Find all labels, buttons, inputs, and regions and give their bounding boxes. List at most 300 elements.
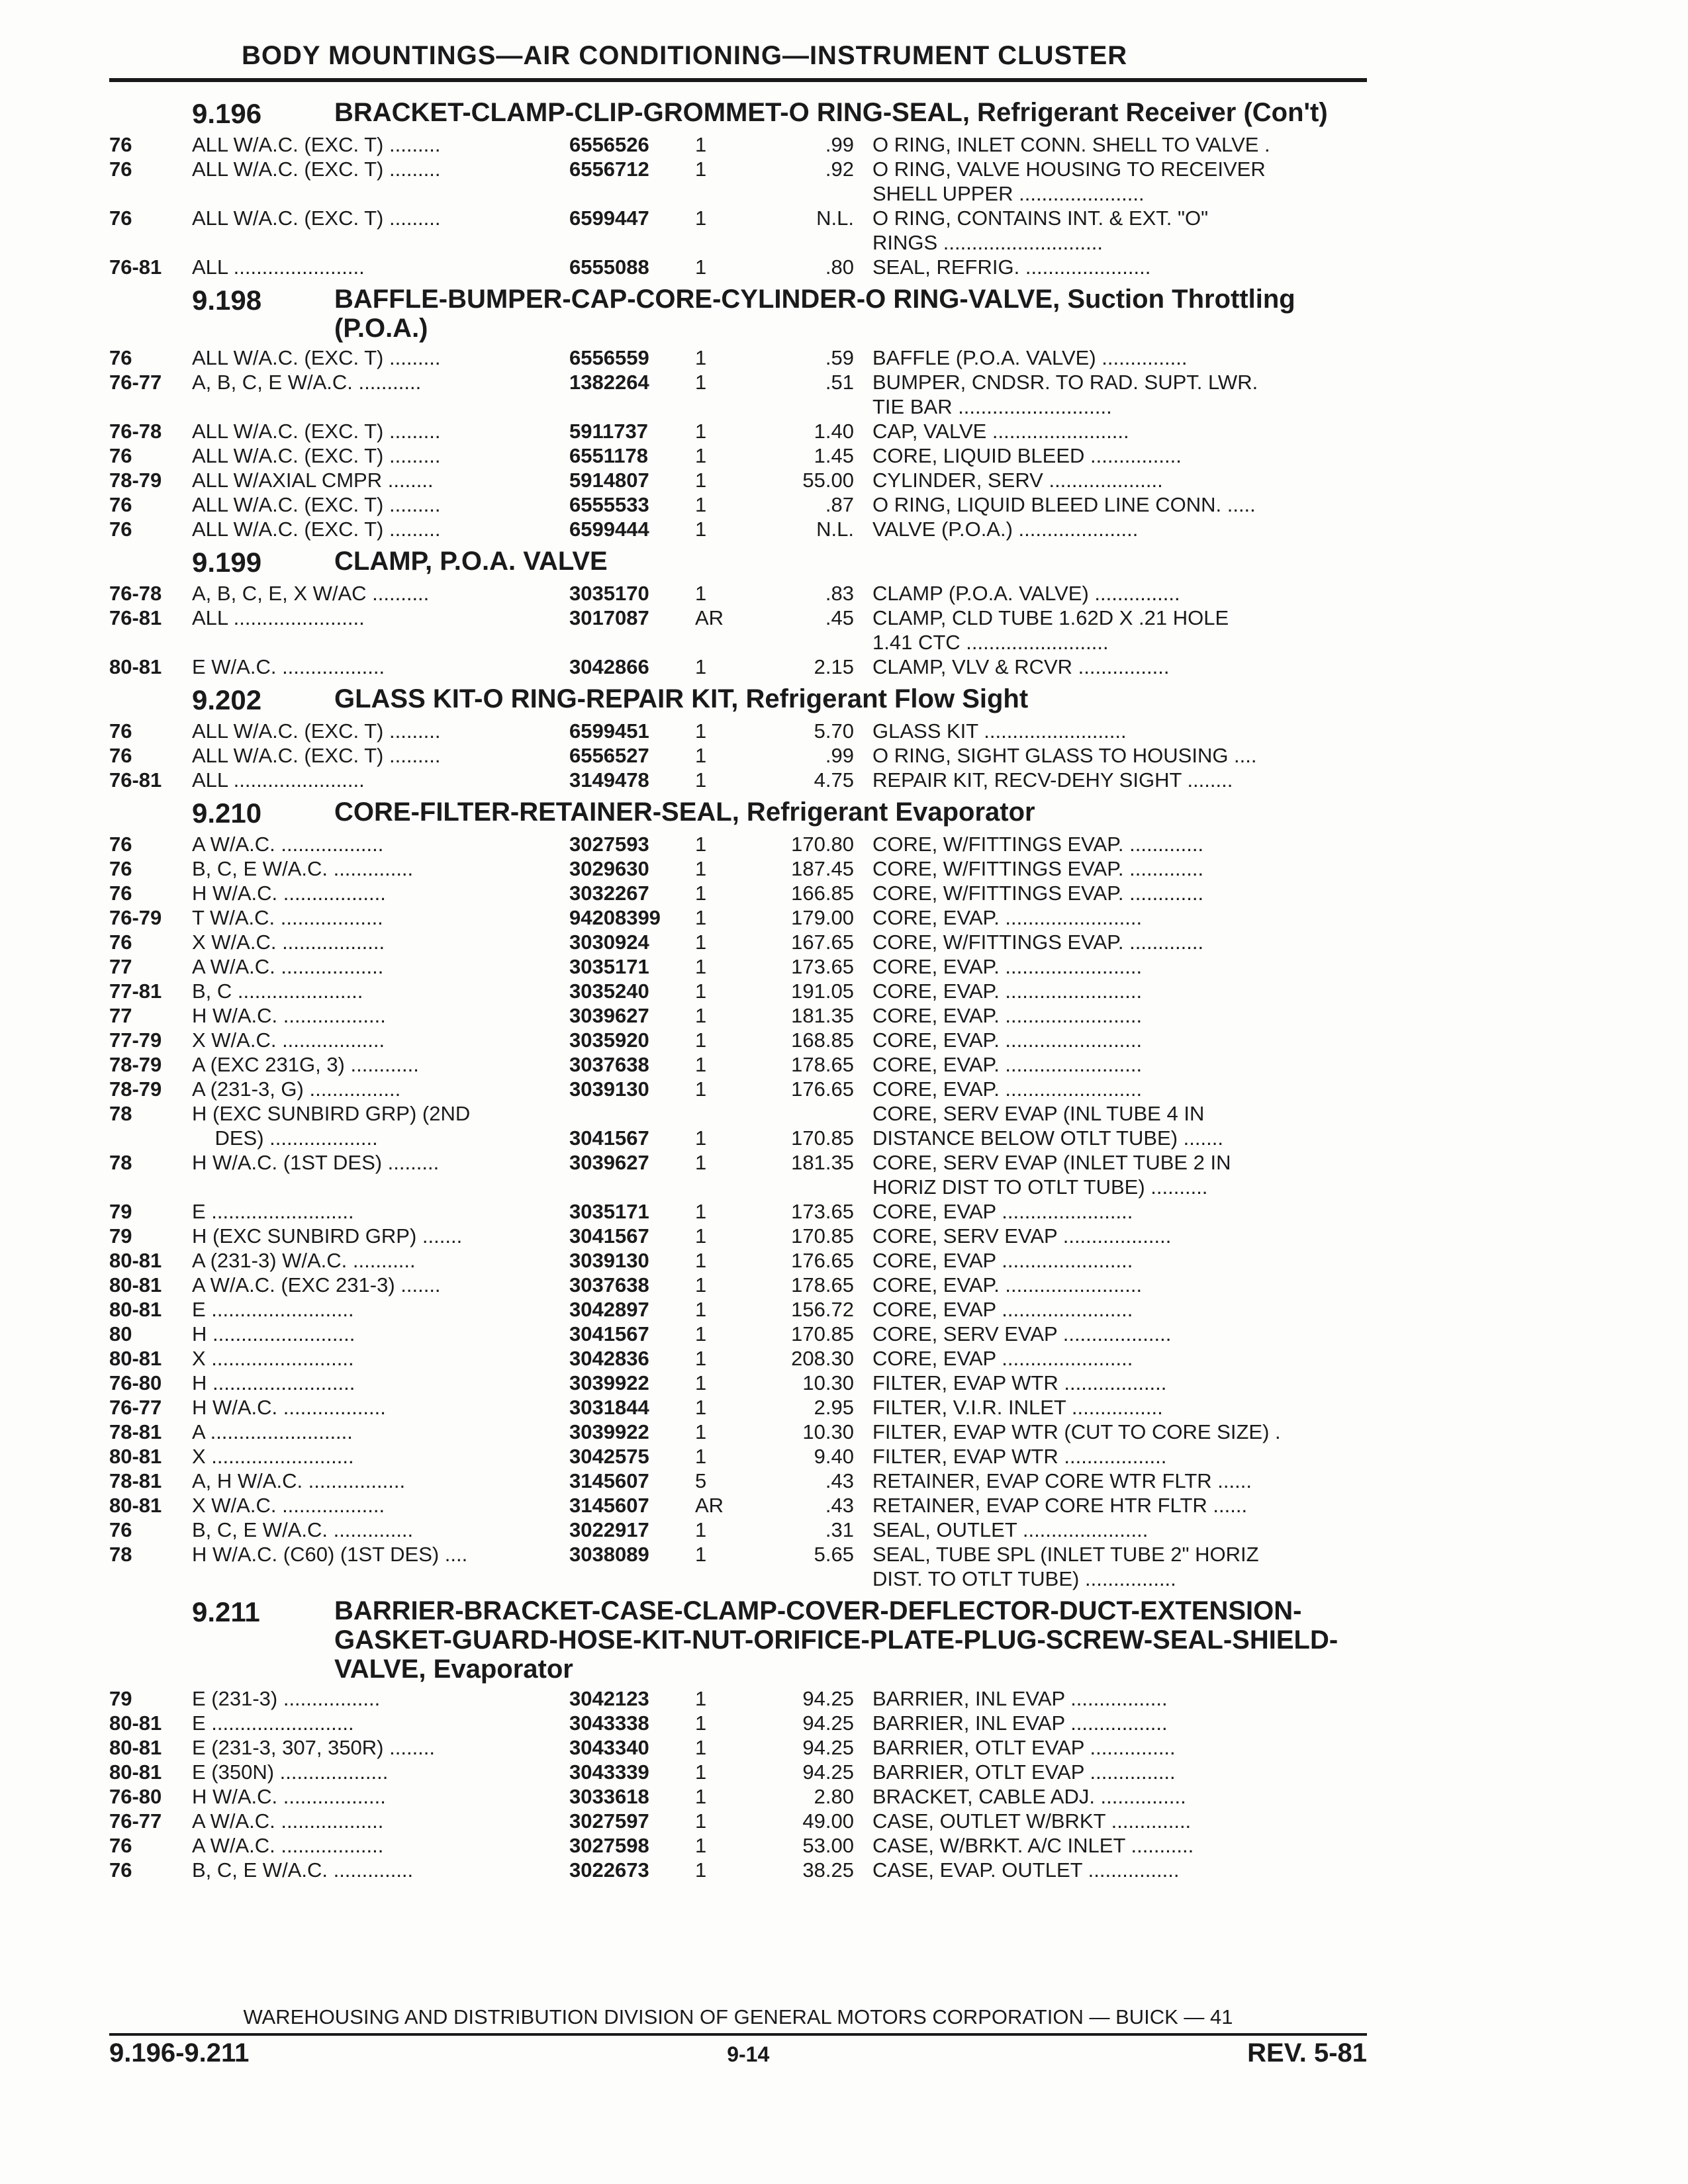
part-row — [109, 1150, 1367, 1199]
row-year: 76-80 — [109, 1785, 162, 1808]
row-part-number: 6555088 — [569, 255, 649, 279]
catalog-section — [109, 285, 1367, 541]
part-row — [109, 1542, 1367, 1591]
row-description: CORE, EVAP. ........................ — [872, 1273, 1143, 1297]
catalog-section — [109, 797, 1367, 1591]
row-part-number: 6556526 — [569, 133, 649, 156]
row-application: H W/A.C. .................. — [192, 1004, 386, 1027]
catalog-section — [109, 684, 1367, 792]
row-description: CASE, OUTLET W/BRKT .............. — [872, 1809, 1192, 1833]
row-application: ALL W/A.C. (EXC. T) ......... — [192, 206, 441, 230]
row-price: .43 — [825, 1494, 854, 1517]
row-year: 79 — [109, 1687, 132, 1710]
row-quantity: 1 — [695, 1687, 707, 1710]
part-row — [109, 930, 1367, 954]
catalog-section — [109, 547, 1367, 679]
row-description: CORE, W/FITTINGS EVAP. ............. — [872, 882, 1204, 905]
row-year: 79 — [109, 1224, 132, 1248]
row-price: 176.65 — [791, 1249, 854, 1272]
row-quantity: 1 — [695, 582, 707, 605]
row-description: CORE, SERV EVAP ................... — [872, 1224, 1172, 1248]
part-row — [109, 468, 1367, 492]
row-part-number: 6599447 — [569, 206, 649, 230]
row-application: A (EXC 231G, 3) ............ — [192, 1053, 419, 1076]
row-description: CORE, SERV EVAP (INLET TUBE 2 IN HORIZ DIST TO OTLT TUBE) .......... — [872, 1151, 1231, 1199]
row-price: 49.00 — [802, 1809, 854, 1833]
row-part-number: 3035240 — [569, 979, 649, 1003]
section-title: GLASS KIT-O RING-REPAIR KIT, Refrigerant Flow Sight — [334, 684, 1029, 713]
row-price: 170.85 — [791, 1322, 854, 1345]
row-part-number: 3043338 — [569, 1711, 649, 1735]
part-row — [109, 1101, 1367, 1150]
row-description: FILTER, EVAP WTR (CUT TO CORE SIZE) . — [872, 1420, 1281, 1443]
row-price: 94.25 — [802, 1736, 854, 1759]
part-row — [109, 954, 1367, 979]
row-part-number: 3027598 — [569, 1834, 649, 1857]
row-description: BUMPER, CNDSR. TO RAD. SUPT. LWR. TIE BAR ........................... — [872, 371, 1258, 418]
row-quantity: 1 — [695, 1126, 707, 1150]
row-part-number: 3039130 — [569, 1077, 649, 1101]
row-year: 76 — [109, 518, 132, 541]
row-description: CAP, VALVE ........................ — [872, 420, 1129, 443]
row-application: A (231-3) W/A.C. ........... — [192, 1249, 416, 1272]
row-application: A W/A.C. .................. — [192, 1834, 384, 1857]
row-price: 2.80 — [814, 1785, 854, 1808]
row-price: .59 — [825, 346, 854, 369]
section-heading — [109, 1596, 1367, 1684]
row-quantity: 1 — [695, 931, 707, 954]
section-number: 9.211 — [192, 1596, 260, 1627]
row-year: 80-81 — [109, 1249, 162, 1272]
part-row — [109, 1077, 1367, 1101]
row-quantity: 1 — [695, 857, 707, 880]
part-row — [109, 606, 1367, 655]
row-year: 80-81 — [109, 1445, 162, 1468]
row-year: 76-78 — [109, 420, 162, 443]
row-description: VALVE (P.O.A.) ..................... — [872, 518, 1139, 541]
row-price: .92 — [825, 158, 854, 181]
row-year: 80-81 — [109, 1298, 162, 1321]
row-description: BAFFLE (P.O.A. VALVE) ............... — [872, 346, 1188, 369]
row-part-number: 3149478 — [569, 768, 649, 792]
row-year: 76-81 — [109, 768, 162, 792]
row-quantity: 1 — [695, 133, 707, 156]
row-price: .83 — [825, 582, 854, 605]
row-quantity: 1 — [695, 1518, 707, 1541]
section-title: BAFFLE-BUMPER-CAP-CORE-CYLINDER-O RING-VALVE, Suction Throttling (P.O.A.) — [334, 285, 1295, 343]
row-application: E (231-3, 307, 350R) ........ — [192, 1736, 436, 1759]
row-part-number: 3027597 — [569, 1809, 649, 1833]
row-description: CORE, EVAP. ........................ — [872, 1053, 1143, 1076]
row-quantity: 1 — [695, 1420, 707, 1443]
header-rule — [109, 78, 1367, 82]
part-row — [109, 581, 1367, 606]
row-part-number: 3042575 — [569, 1445, 649, 1468]
row-quantity: 1 — [695, 1785, 707, 1808]
part-row — [109, 832, 1367, 856]
row-application: ALL W/A.C. (EXC. T) ......... — [192, 346, 441, 369]
row-quantity: AR — [695, 1494, 724, 1517]
row-quantity: 1 — [695, 1077, 707, 1101]
row-quantity: 1 — [695, 206, 707, 230]
row-part-number: 6599444 — [569, 518, 649, 541]
row-quantity: 1 — [695, 469, 707, 492]
row-price: 2.95 — [814, 1396, 854, 1419]
row-description: CORE, W/FITTINGS EVAP. ............. — [872, 857, 1204, 880]
part-row — [109, 132, 1367, 157]
row-part-number: 3037638 — [569, 1053, 649, 1076]
part-row — [109, 206, 1367, 255]
part-row — [109, 1493, 1367, 1518]
row-application: A, H W/A.C. ................. — [192, 1469, 406, 1492]
row-year: 76 — [109, 1834, 132, 1857]
row-year: 80-81 — [109, 1494, 162, 1517]
row-part-number: 3038089 — [569, 1543, 649, 1566]
row-quantity: 1 — [695, 1224, 707, 1248]
row-year: 79 — [109, 1200, 132, 1223]
row-price: 166.85 — [791, 882, 854, 905]
row-description: CORE, EVAP. ........................ — [872, 1004, 1143, 1027]
section-heading — [109, 285, 1367, 343]
row-quantity: 5 — [695, 1469, 707, 1492]
row-price: 170.80 — [791, 833, 854, 856]
row-application: X W/A.C. .................. — [192, 1028, 385, 1052]
row-price: 4.75 — [814, 768, 854, 792]
part-row — [109, 1224, 1367, 1248]
row-price: 94.25 — [802, 1760, 854, 1784]
row-application: H (EXC SUNBIRD GRP) ....... — [192, 1224, 463, 1248]
row-description: O RING, CONTAINS INT. & EXT. "O" RINGS ............................ — [872, 206, 1209, 254]
row-year: 76 — [109, 882, 132, 905]
row-price: 178.65 — [791, 1053, 854, 1076]
catalog-section — [109, 1596, 1367, 1882]
row-price: .87 — [825, 493, 854, 516]
row-application: ALL W/A.C. (EXC. T) ......... — [192, 744, 441, 767]
row-price: 1.40 — [814, 420, 854, 443]
row-price: 170.85 — [791, 1126, 854, 1150]
row-part-number: 3043339 — [569, 1760, 649, 1784]
row-part-number: 3035170 — [569, 582, 649, 605]
row-year: 77 — [109, 955, 132, 978]
row-price: 173.65 — [791, 955, 854, 978]
row-quantity: 1 — [695, 1396, 707, 1419]
row-application: A W/A.C. .................. — [192, 833, 384, 856]
row-application: H ......................... — [192, 1322, 355, 1345]
row-description: CORE, EVAP ....................... — [872, 1249, 1133, 1272]
row-part-number: 3039627 — [569, 1151, 649, 1174]
row-description: CASE, EVAP. OUTLET ................ — [872, 1858, 1180, 1882]
row-description: O RING, VALVE HOUSING TO RECEIVER SHELL UPPER ...................... — [872, 158, 1266, 205]
row-year: 78 — [109, 1543, 132, 1566]
row-price: 181.35 — [791, 1004, 854, 1027]
catalog-section — [109, 98, 1367, 279]
part-row — [109, 1760, 1367, 1784]
row-year: 76 — [109, 1858, 132, 1882]
part-row — [109, 370, 1367, 419]
row-description: CLAMP (P.O.A. VALVE) ............... — [872, 582, 1180, 605]
row-part-number: 3041567 — [569, 1224, 649, 1248]
part-row — [109, 1052, 1367, 1077]
part-row — [109, 1784, 1367, 1809]
row-price: N.L. — [816, 518, 854, 541]
row-price: 55.00 — [802, 469, 854, 492]
row-application: B, C, E W/A.C. .............. — [192, 1518, 414, 1541]
row-price: 176.65 — [791, 1077, 854, 1101]
row-application: A, B, C, E W/A.C. ........... — [192, 371, 422, 394]
part-row — [109, 492, 1367, 517]
row-quantity: 1 — [695, 518, 707, 541]
row-description: REPAIR KIT, RECV-DEHY SIGHT ........ — [872, 768, 1233, 792]
row-quantity: 1 — [695, 955, 707, 978]
row-application: ALL W/A.C. (EXC. T) ......... — [192, 420, 441, 443]
row-part-number: 6556527 — [569, 744, 649, 767]
row-year: 77-79 — [109, 1028, 162, 1052]
row-part-number: 5914807 — [569, 469, 649, 492]
row-quantity: 1 — [695, 1249, 707, 1272]
part-row — [109, 905, 1367, 930]
row-description: O RING, LIQUID BLEED LINE CONN. ..... — [872, 493, 1256, 516]
row-quantity: 1 — [695, 346, 707, 369]
row-description: CORE, SERV EVAP (INL TUBE 4 IN DISTANCE BELOW OTLT TUBE) ....... — [872, 1102, 1223, 1150]
row-description: BARRIER, OTLT EVAP ............... — [872, 1736, 1176, 1759]
section-heading — [109, 797, 1367, 829]
row-price: .80 — [825, 255, 854, 279]
footer-revision: REV. 5-81 — [1247, 2038, 1367, 2068]
row-price: .51 — [825, 371, 854, 394]
row-description: CORE, EVAP. ........................ — [872, 1028, 1143, 1052]
row-description: CORE, W/FITTINGS EVAP. ............. — [872, 833, 1204, 856]
row-part-number: 3035171 — [569, 1200, 649, 1223]
row-year: 80 — [109, 1322, 132, 1345]
row-price: 173.65 — [791, 1200, 854, 1223]
row-quantity: 1 — [695, 768, 707, 792]
footer-rule — [109, 2033, 1367, 2036]
row-application: E (231-3) ................. — [192, 1687, 381, 1710]
row-price: .45 — [825, 606, 854, 629]
row-quantity: 1 — [695, 420, 707, 443]
row-price: 170.85 — [791, 1224, 854, 1248]
footer-bar — [109, 2038, 1367, 2068]
part-row — [109, 856, 1367, 881]
row-application: H W/A.C. .................. — [192, 882, 386, 905]
row-part-number: 6555533 — [569, 493, 649, 516]
part-row — [109, 443, 1367, 468]
row-quantity: 1 — [695, 1004, 707, 1027]
part-row — [109, 1444, 1367, 1469]
row-description: O RING, INLET CONN. SHELL TO VALVE . — [872, 133, 1270, 156]
row-description: CORE, EVAP ....................... — [872, 1347, 1133, 1370]
row-application: H W/A.C. .................. — [192, 1785, 386, 1808]
row-application: ALL W/A.C. (EXC. T) ......... — [192, 719, 441, 743]
row-quantity: 1 — [695, 371, 707, 394]
row-application: H W/A.C. (1ST DES) ......... — [192, 1151, 440, 1174]
row-application: ALL ....................... — [192, 768, 365, 792]
section-number: 9.196 — [192, 98, 262, 129]
row-quantity: 1 — [695, 1371, 707, 1394]
row-price: .99 — [825, 744, 854, 767]
row-part-number: 3032267 — [569, 882, 649, 905]
row-application: ALL W/A.C. (EXC. T) ......... — [192, 444, 441, 467]
part-row — [109, 1297, 1367, 1322]
row-year: 76 — [109, 206, 132, 230]
row-quantity: 1 — [695, 1053, 707, 1076]
part-row — [109, 1735, 1367, 1760]
row-part-number: 3030924 — [569, 931, 649, 954]
row-part-number: 3035171 — [569, 955, 649, 978]
row-quantity: 1 — [695, 833, 707, 856]
row-application: ALL W/AXIAL CMPR ........ — [192, 469, 434, 492]
row-year: 76-80 — [109, 1371, 162, 1394]
row-application: E W/A.C. .................. — [192, 655, 385, 678]
row-quantity: 1 — [695, 1809, 707, 1833]
row-quantity: 1 — [695, 158, 707, 181]
footer-section-range: 9.196-9.211 — [109, 2038, 250, 2068]
part-row — [109, 255, 1367, 279]
row-year: 80-81 — [109, 1273, 162, 1297]
part-row — [109, 881, 1367, 905]
section-heading — [109, 98, 1367, 130]
row-application: A W/A.C. .................. — [192, 1809, 384, 1833]
part-row — [109, 1809, 1367, 1833]
part-row — [109, 979, 1367, 1003]
row-year: 76 — [109, 133, 132, 156]
row-price: 5.70 — [814, 719, 854, 743]
row-price: 168.85 — [791, 1028, 854, 1052]
row-price: 10.30 — [802, 1420, 854, 1443]
row-part-number: 3029630 — [569, 857, 649, 880]
row-description: CORE, W/FITTINGS EVAP. ............. — [872, 931, 1204, 954]
row-part-number: 3017087 — [569, 606, 649, 629]
row-part-number: 3041567 — [569, 1126, 649, 1150]
part-row — [109, 768, 1367, 792]
section-number: 9.202 — [192, 684, 262, 715]
part-row — [109, 1518, 1367, 1542]
row-year: 80-81 — [109, 1711, 162, 1735]
row-price: .43 — [825, 1469, 854, 1492]
part-row — [109, 743, 1367, 768]
row-application: H ......................... — [192, 1371, 355, 1394]
row-quantity: 1 — [695, 444, 707, 467]
row-application: A ......................... — [192, 1420, 353, 1443]
row-quantity: 1 — [695, 655, 707, 678]
row-description: O RING, SIGHT GLASS TO HOUSING .... — [872, 744, 1257, 767]
part-row — [109, 517, 1367, 541]
row-price: 94.25 — [802, 1711, 854, 1735]
row-part-number: 3041567 — [569, 1322, 649, 1345]
part-row — [109, 1322, 1367, 1346]
row-price: 191.05 — [791, 979, 854, 1003]
row-quantity: 1 — [695, 1347, 707, 1370]
part-row — [109, 1371, 1367, 1395]
row-application: E ......................... — [192, 1200, 354, 1223]
page-header-title: BODY MOUNTINGS—AIR CONDITIONING—INSTRUMENT CLUSTER — [242, 41, 1128, 70]
row-part-number: 6556559 — [569, 346, 649, 369]
part-row — [109, 1199, 1367, 1224]
row-year: 80-81 — [109, 1347, 162, 1370]
row-description: CLAMP, VLV & RCVR ................ — [872, 655, 1170, 678]
row-description: SEAL, TUBE SPL (INLET TUBE 2" HORIZ DIST. TO OTLT TUBE) ................ — [872, 1543, 1259, 1590]
row-description: CORE, SERV EVAP ................... — [872, 1322, 1172, 1345]
row-description: CASE, W/BRKT. A/C INLET ........... — [872, 1834, 1194, 1857]
row-year: 76 — [109, 158, 132, 181]
row-application: A, B, C, E, X W/AC .......... — [192, 582, 430, 605]
row-application: E ......................... — [192, 1711, 354, 1735]
row-part-number: 3043340 — [569, 1736, 649, 1759]
row-part-number: 6599451 — [569, 719, 649, 743]
row-part-number: 3039627 — [569, 1004, 649, 1027]
row-quantity: 1 — [695, 1834, 707, 1857]
row-quantity: 1 — [695, 1858, 707, 1882]
row-quantity: 1 — [695, 1736, 707, 1759]
part-row — [109, 419, 1367, 443]
part-row — [109, 1248, 1367, 1273]
row-price: 208.30 — [791, 1347, 854, 1370]
section-title: CLAMP, P.O.A. VALVE — [334, 547, 608, 576]
row-application: B, C, E W/A.C. .............. — [192, 1858, 414, 1882]
row-year: 76-77 — [109, 1809, 162, 1833]
row-description: CLAMP, CLD TUBE 1.62D X .21 HOLE 1.41 CTC ......................... — [872, 606, 1229, 654]
section-title: BARRIER-BRACKET-CASE-CLAMP-COVER-DEFLECTOR-DUCT-EXTENSION-GASKET-GUARD-HOSE-KIT-NUT-ORIFICE-PLATE-PLUG-SCREW-SEAL-SHIELD-VALVE, Evaporator — [334, 1596, 1338, 1684]
row-year: 76 — [109, 833, 132, 856]
row-year: 76 — [109, 931, 132, 954]
row-part-number: 1382264 — [569, 371, 649, 394]
part-row — [109, 655, 1367, 679]
row-price: 181.35 — [791, 1151, 854, 1174]
row-quantity: 1 — [695, 1298, 707, 1321]
row-quantity: 1 — [695, 906, 707, 929]
row-price: 1.45 — [814, 444, 854, 467]
row-description: CORE, LIQUID BLEED ................ — [872, 444, 1182, 467]
part-row — [109, 1346, 1367, 1371]
row-quantity: 1 — [695, 1711, 707, 1735]
row-price: 156.72 — [791, 1298, 854, 1321]
row-year: 76 — [109, 346, 132, 369]
row-price: 178.65 — [791, 1273, 854, 1297]
row-year: 76-81 — [109, 255, 162, 279]
footer-publisher-note: WAREHOUSING AND DISTRIBUTION DIVISION OF GENERAL MOTORS CORPORATION — BUICK — 41 — [243, 2005, 1233, 2028]
row-part-number: 3145607 — [569, 1494, 649, 1517]
row-year: 78 — [109, 1102, 132, 1125]
section-title: CORE-FILTER-RETAINER-SEAL, Refrigerant Evaporator — [334, 797, 1035, 827]
footer-page-number: 9-14 — [727, 2042, 770, 2066]
row-application: A W/A.C. (EXC 231-3) ....... — [192, 1273, 441, 1297]
row-quantity: 1 — [695, 979, 707, 1003]
row-year: 76-78 — [109, 582, 162, 605]
row-description: CORE, EVAP. ........................ — [872, 1077, 1143, 1101]
row-description: BARRIER, INL EVAP ................. — [872, 1687, 1168, 1710]
row-application: T W/A.C. .................. — [192, 906, 383, 929]
row-part-number: 3039922 — [569, 1420, 649, 1443]
row-application: B, C, E W/A.C. .............. — [192, 857, 414, 880]
row-application: ALL W/A.C. (EXC. T) ......... — [192, 133, 441, 156]
row-price: 5.65 — [814, 1543, 854, 1566]
row-quantity: 1 — [695, 1151, 707, 1174]
part-row — [109, 1469, 1367, 1493]
row-description: BARRIER, INL EVAP ................. — [872, 1711, 1168, 1735]
row-application: A W/A.C. .................. — [192, 955, 384, 978]
section-heading — [109, 684, 1367, 716]
row-year: 76-79 — [109, 906, 162, 929]
row-price: 2.15 — [814, 655, 854, 678]
section-number: 9.199 — [192, 547, 262, 578]
row-year: 77-81 — [109, 979, 162, 1003]
row-year: 76-81 — [109, 606, 162, 629]
section-heading — [109, 547, 1367, 578]
parts-catalog-body — [109, 93, 1367, 1882]
row-description: FILTER, V.I.R. INLET ................ — [872, 1396, 1163, 1419]
row-price: 167.65 — [791, 931, 854, 954]
row-quantity: 1 — [695, 1273, 707, 1297]
